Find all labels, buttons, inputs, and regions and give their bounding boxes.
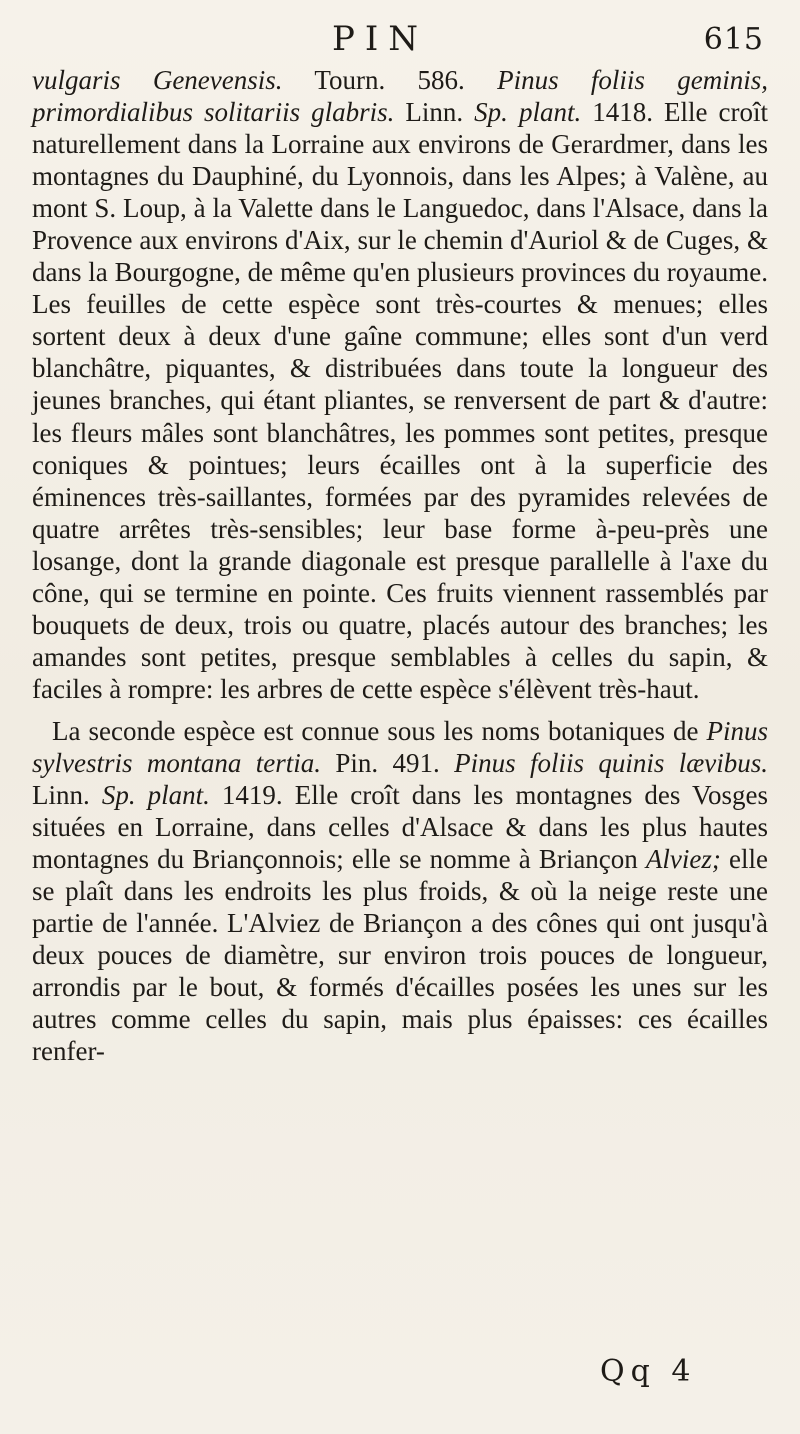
- text-run: Sp. plant.: [474, 97, 582, 128]
- text-run: Alviez;: [645, 844, 721, 875]
- text-run: 1418. Elle croît naturellement dans la Lorraine aux environs de Gerardmer, dans les montagnes du Dauphiné, du Lyonnois, dans les Alpes; à Valène, au mont S. Loup, à la Valette dans le Languedoc, dans l'Alsace, dans la Provence aux environs d'Aix, sur le chemin d'Auriol & de Cuges, & dans la Bourgogne, de même qu'en plusieurs provinces du royaume. Les feuilles de cette espèce sont très-courtes & menues; elles sortent deux à deux d'une gaîne commune; elles sont d'un verd blanchâtre, piquantes, & distribuées dans toute la longueur des jeunes branches, qui étant pliantes, se renversent de part & d'autre: les fleurs mâles sont blanchâtres, les pommes sont petites, presque coniques & pointues; leurs écailles ont à la superficie des éminences très-saillantes, formées par des pyramides relevées de quatre arrêtes très-sensibles; leur base forme à-peu-près une losange, dont la grande diagonale est presque parallelle à l'axe du cône, qui se termine en pointe. Ces fruits viennent rassemblés par bouquets de deux, trois ou quatre, placés autour des branches; les amandes sont petites, presque semblables à celles du sapin, & faciles à rompre: les arbres de cette espèce s'élèvent très-haut.: [32, 97, 768, 704]
- running-head-title: PIN: [332, 19, 429, 59]
- page-number: 615: [703, 22, 764, 57]
- paragraph-1: [32, 64, 768, 705]
- running-head: [0, 18, 800, 60]
- paragraph-2: [32, 715, 768, 1068]
- text-run: Tourn. 586.: [282, 65, 498, 95]
- text-run: Sp. plant.: [101, 780, 210, 811]
- signature-mark: Qq 4: [600, 1354, 697, 1389]
- text-run: Pinus foliis geminis, primordialibus solitariis glabris.: [32, 65, 769, 128]
- text-run: Linn.: [32, 780, 102, 811]
- text-run: Linn.: [394, 97, 475, 128]
- text-run: Pinus foliis quinis lævibus.: [454, 747, 768, 778]
- body-text: [32, 64, 768, 1067]
- text-run: Pin. 491.: [320, 747, 455, 778]
- text-run: vulgaris Genevensis.: [32, 65, 283, 95]
- text-run: La seconde espèce est connue sous les noms botaniques de: [52, 715, 707, 746]
- text-run: 1419. Elle croît dans les montagnes des Vosges situées en Lorraine, dans celles d'Alsace & dans les plus hautes montagnes du Briançonnois; elle se nomme à Briançon: [32, 780, 768, 875]
- text-run: elle se plaît dans les endroits les plus froids, & où la neige reste une partie de l'année. L'Alviez de Briançon a des cônes qui ont jusqu'à deux pouces de diamètre, sur environ trois pouces de longueur, arrondis par le bout, & formés d'écailles posées les unes sur les autres comme celles du sapin, mais plus épaisses: ces écailles renfer-: [32, 844, 768, 1067]
- text-run: Pinus sylvestris montana tertia.: [32, 715, 768, 778]
